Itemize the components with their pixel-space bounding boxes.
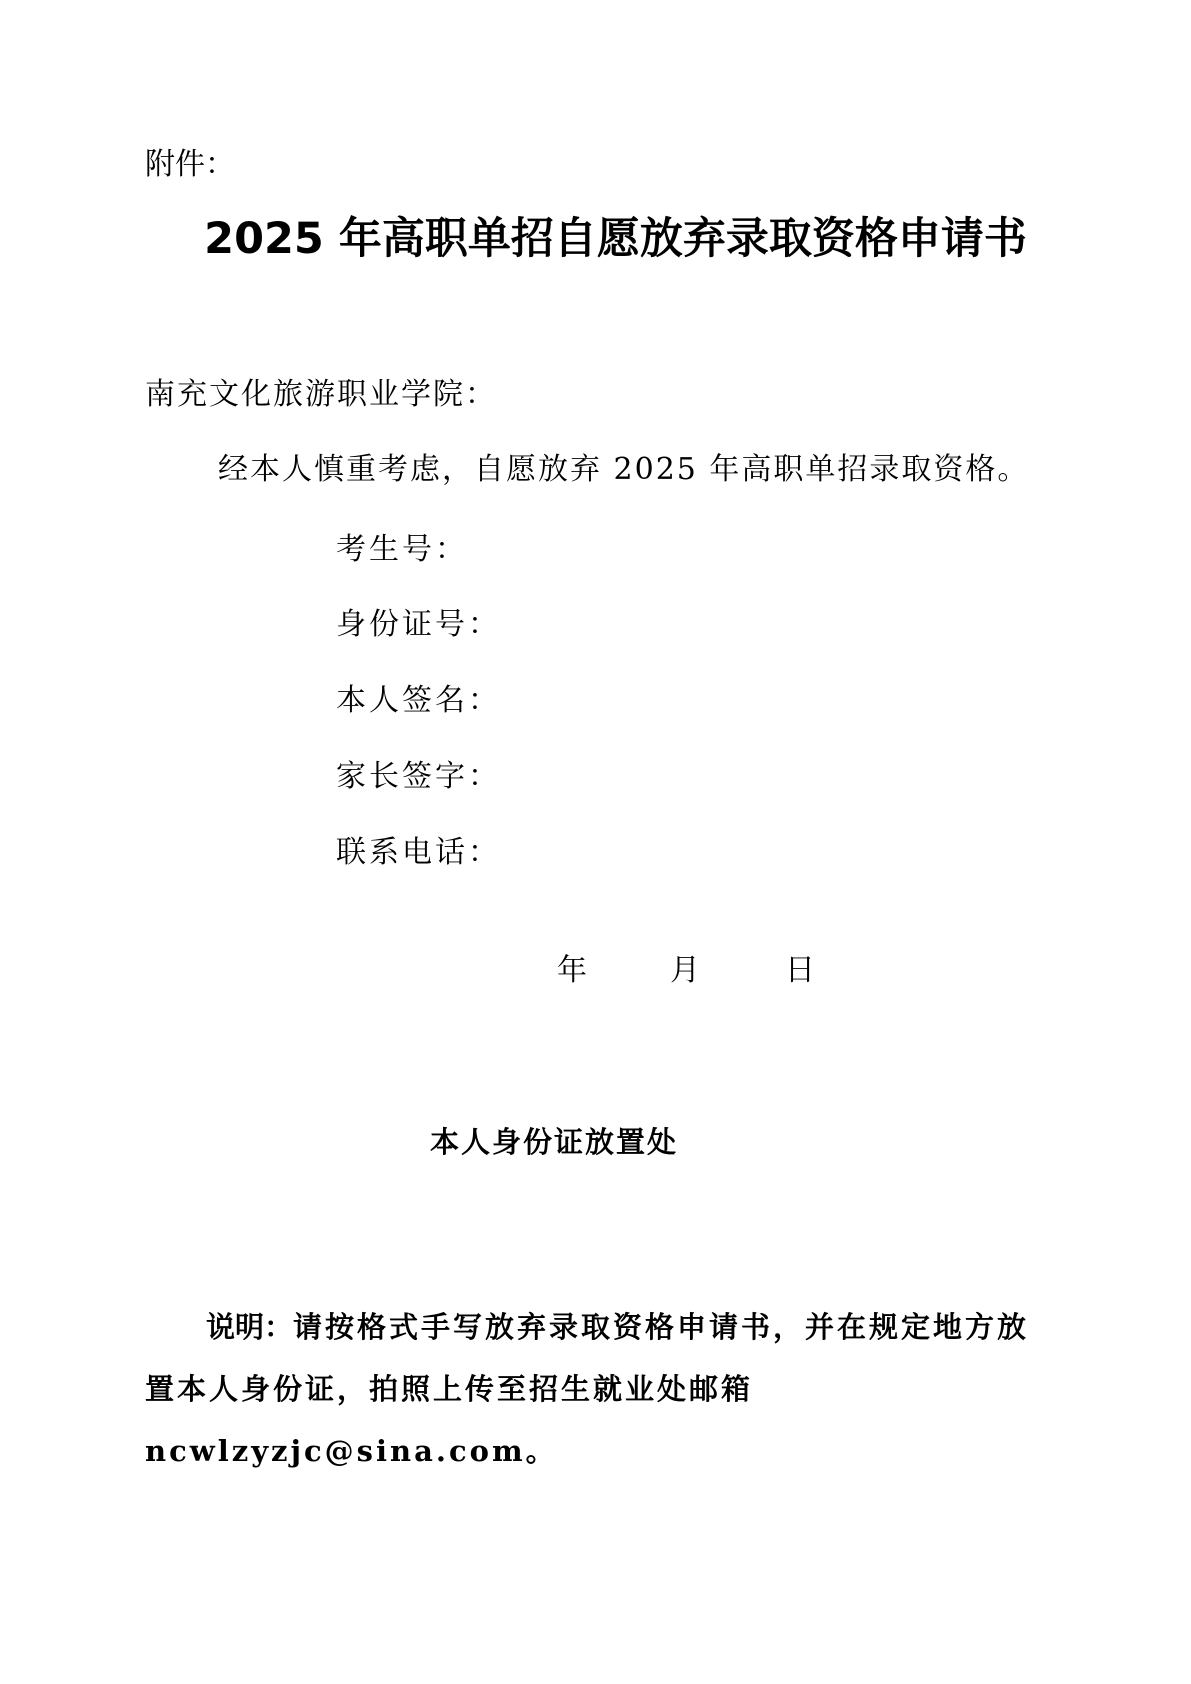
date-month-label: 月	[670, 953, 700, 988]
parent-signature-field: 家长签字：	[336, 759, 501, 794]
instruction-note-text: 请按格式手写放弃录取资格申请书，并在规定地方放置本人身份证，拍照上传至招生就业处邮箱 ncwlzyzjc@sina.com。	[145, 1310, 1030, 1468]
statement: 经本人慎重考虑，自愿放弃 2025 年高职单招录取资格。	[218, 452, 1030, 487]
instruction-note-label: 说明：	[206, 1310, 294, 1344]
instruction-note	[145, 1296, 1055, 1482]
date-year-label: 年	[557, 953, 587, 988]
applicant-signature-field: 本人签名：	[336, 683, 501, 718]
salutation: 南充文化旅游职业学院：	[145, 377, 497, 412]
phone-field: 联系电话：	[336, 835, 501, 870]
id-number-field: 身份证号：	[336, 607, 501, 642]
document-title: 2025 年高职单招自愿放弃录取资格申请书	[204, 214, 1027, 264]
attachment-label: 附件：	[145, 147, 235, 182]
candidate-number-field: 考生号：	[336, 532, 468, 567]
id-card-placement-label: 本人身份证放置处	[430, 1125, 679, 1159]
date-day-label: 日	[785, 953, 815, 988]
